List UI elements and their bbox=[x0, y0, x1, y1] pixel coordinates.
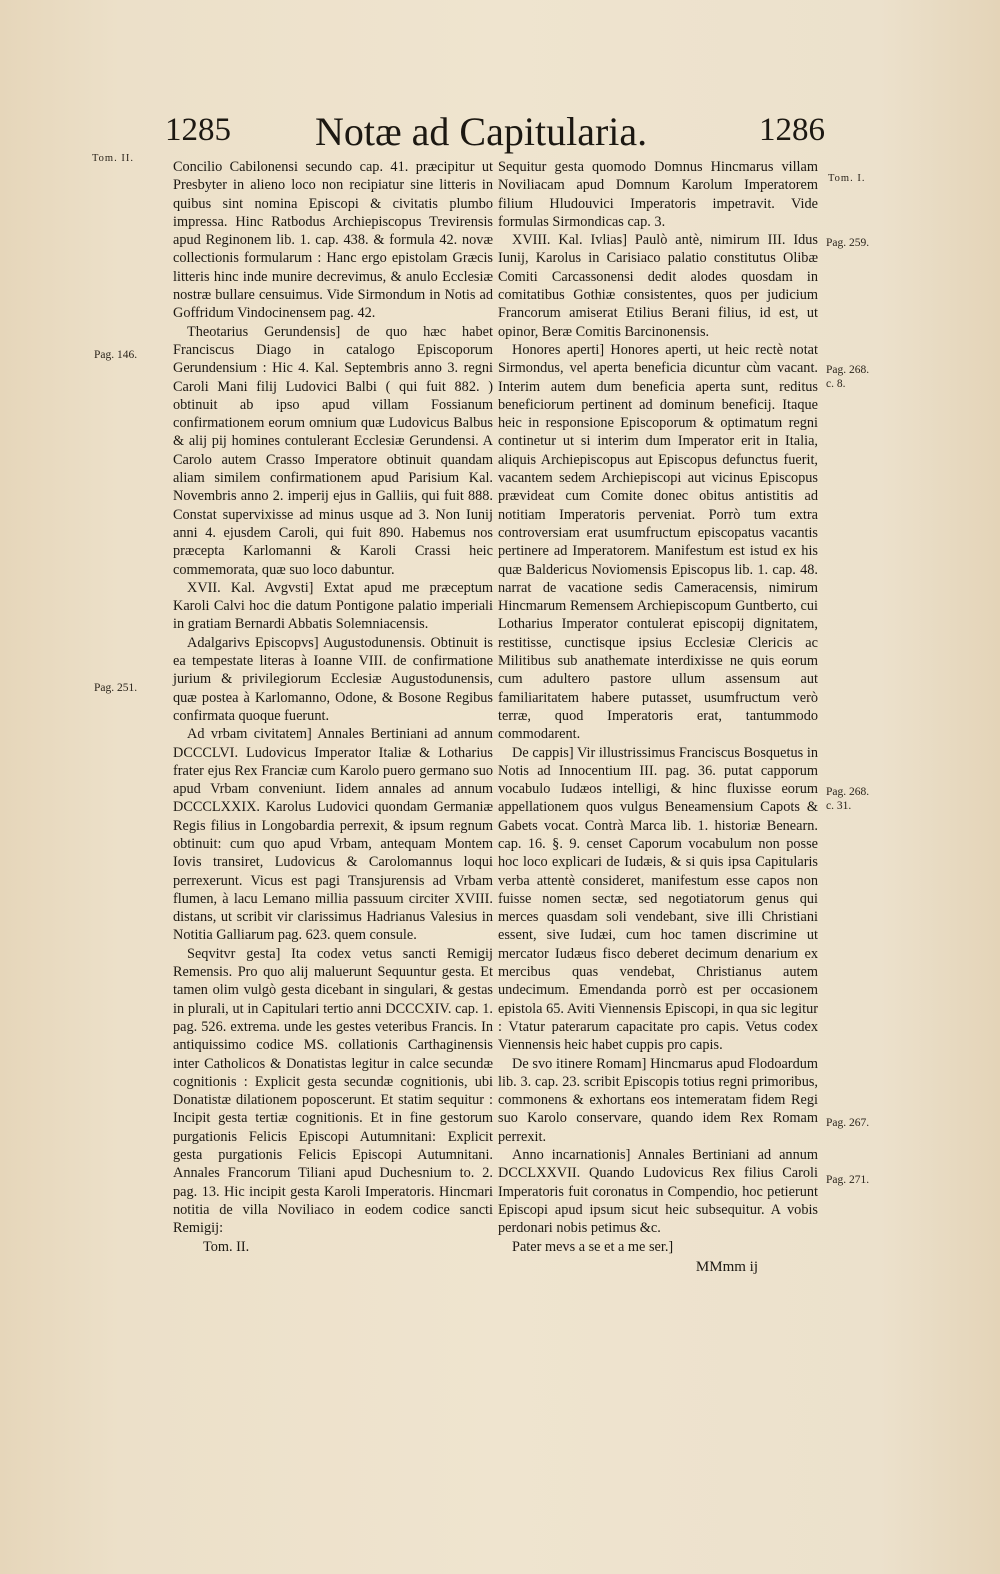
margin-pag-251: Pag. 251. bbox=[94, 682, 138, 694]
margin-pag-146: Pag. 146. bbox=[94, 349, 138, 361]
margin-tom-right: Tom. I. bbox=[828, 173, 866, 184]
margin-pag-271: Pag. 271. bbox=[826, 1174, 870, 1186]
page-number-right: 1286 bbox=[759, 112, 825, 148]
page-title: Notæ ad Capitularia. bbox=[315, 109, 648, 154]
signature-mark: MMmm ij bbox=[695, 1258, 758, 1275]
paragraph: Adalgarivs Episcopvs] Augustodunensis. Obtinuit is ea tempestate literas à Ioanne VIII. de confirmatione jurium & privilegiorum Ecclesiæ Augustodunensis, quæ postea à Karlomanno, Odone, & Bosone Regibus confirmata quoque fuerunt. bbox=[173, 634, 493, 724]
margin-pag-268-a: Pag. 268. bbox=[826, 364, 870, 376]
paragraph: Theotarius Gerundensis] de quo hæc habet Franciscus Diago in catalogo Episcoporum Gerundensium : Hic 4. Kal. Septembris anno 3. regni Caroli Mani filij Ludovici Balbi ( qui fuit 882. ) obtinuit ab ipso apud villam Fossianum confirmationem eorum omnium quæ Ludovicus Balbus & alij pij homines contulerant Ecclesiæ Gerundensi. A Carolo autem Crasso Imperatore obtinuit quandam aliam similem confirmationem apud Parisium Kal. Novembris anno 2. imperij ejus in Galliis, qui fuit 888. Constat supervixisse ad minus usque ad 3. Non Iunij anni 4. ejusdem Caroli, qui fuit 890. Habemus nos præcepta Karlomanni & Karoli Crassi heic commemorata, quæ suo loco dabuntur. bbox=[173, 323, 493, 578]
paragraph: Seqvitvr gesta] Ita codex vetus sancti Remigij Remensis. Pro quo alij maluerunt Sequuntur gesta. Et tamen olim vulgò gesta dicebant in singulari, & gestas in plurali, ut in Capitulari tertio anni DCCCXIV. cap. 1. pag. 526. extrema. unde les gestes veteribus Francis. In antiquissimo codice MS. collationis Carthaginensis inter Catholicos & Donatistas legitur in calce secundæ cognitionis : Explicit gesta secundæ cognitionis, ubi Donatistæ dilationem poposcerunt. Et statim sequitur : Incipit gesta tertiæ cognitionis. Et in fine gestorum purgationis Felicis Episcopi Autumnitani: Explicit gesta purgationis Felicis Episcopi Autumnitani. Annales Francorum Tiliani apud Duchesnium to. 2. pag. 13. Hic incipit gesta Karoli Imperatoris. Hincmari notitia de villa Noviliaco in eodem codice sancti Remigij: bbox=[173, 945, 493, 1237]
running-head bbox=[165, 108, 825, 164]
margin-c-31: c. 31. bbox=[826, 800, 852, 812]
page-number-left: 1285 bbox=[165, 112, 231, 148]
paragraph: XVIII. Kal. Ivlias] Paulò antè, nimirum III. Idus Iunij, Karolus in Carisiaco palatio constitutus Olibæ Comiti Carcassonensi dedit alodes quosdam in comitatibus Gothiæ consistentes, quos per judicium Francorum amiserat Etilius Berani filius, id est, ut opinor, Beræ Comitis Barcinonensis. bbox=[498, 232, 818, 340]
right-column bbox=[498, 158, 818, 1276]
margin-pag-268-b: Pag. 268. bbox=[826, 786, 870, 798]
margin-pag-259: Pag. 259. bbox=[826, 237, 870, 249]
left-column bbox=[173, 158, 493, 1256]
paragraph: Honores aperti] Honores aperti, ut heic rectè notat Sirmondus, vel aperta beneficia dicuntur cùm vacant. Interim autem dum beneficia aperta sunt, reditus beneficiorum pertinent ad dominum beneficij. Itaque heic in responsione Episcoporum & optimatum regni continetur ut si interim dum Imperator erit in Italia, aliquis Archiepiscopus aut Episcopus defunctus fuerit, vacantem sedem Archiepiscopi aut vicinus Episcopus prævideat cum Comite donec obitus antistitis ad notitiam Imperatoris perveniat. Porrò tum extra controversiam erat usumfructum episcopatus vacantis pertinere ad Imperatorem. Manifestum est istud ex his quæ Baldericus Noviomensis Episcopus lib. 1. cap. 48. narrat de vacatione sedis Cameracensis, nimirum Hincmarum Remensem Archiepiscopum Guntberto, cui Lotharius Imperator contulerat episcopij dignitatem, restitisse, cunctisque ipsius Ecclesiæ Clericis ac Militibus sub anathemate interdixisse ne quis eorum cum adultero pastore ullum assensum aut familiaritatem habere putasset, usumfructum verò terræ, quod Imperatoris erat, tantummodo commodarent. bbox=[498, 341, 818, 743]
paragraph: Ad vrbam civitatem] Annales Bertiniani ad annum DCCCLVI. Ludovicus Imperator Italiæ & Lotharius frater ejus Rex Franciæ cum Karolo puero germano suo apud Vrbam conveniunt. Iidem annales ad annum DCCCLXXIX. Karolus Ludovici quondam Germaniæ Regis filius in Longobardia perrexit, & ipsum regnum obtinuit: cum quo apud Vrbam, antequam Montem Iovis transiret, Ludovicus & Carolomannus loqui perrexerunt. Vicus est pagi Transjurensis ad Vrbam flumen, à lacu Lemano millia passuum circiter XVIII. distans, ut scribit vir clarissimus Hadrianus Valesius in Notitia Galliarum pag. 623. quem consule. bbox=[173, 726, 493, 944]
paragraph: Concilio Cabilonensi secundo cap. 41. præcipitur ut Presbyter in alieno loco non recipiatur sine litteris in quibus sint nomina Episcopi & civitatis plumbo impressa. Hinc Ratbodus Archiepiscopus Trevirensis apud Reginonem lib. 1. cap. 438. & formula 42. novæ collectionis formularum : Hanc ergo epistolam Græcis litteris hinc inde munire decrevimus, & anulo Ecclesiæ nostræ bullare censuimus. Vide Sirmondum in Notis ad Goffridum Vindocinensem pag. 42. bbox=[173, 159, 493, 322]
volume-signature: Tom. II. bbox=[203, 1238, 250, 1255]
paragraph: Sequitur gesta quomodo Domnus Hincmarus villam Noviliacam apud Domnum Karolum Imperatorem filium Hludouvici Imperatoris impetravit. Vide formulas Sirmondicas cap. 3. bbox=[498, 159, 818, 230]
margin-c-8: c. 8. bbox=[826, 378, 846, 390]
paragraph: Pater mevs a se et a me ser.] bbox=[512, 1238, 674, 1255]
margin-tom-left: Tom. II. bbox=[92, 153, 134, 164]
paragraph: XVII. Kal. Avgvsti] Extat apud me præceptum Karoli Calvi hoc die datum Pontigone palatio imperiali in gratiam Bernardi Abbatis Solemniacensis. bbox=[173, 579, 493, 633]
paragraph: De cappis] Vir illustrissimus Franciscus Bosquetus in Notis ad Innocentium III. pag. 36. putat capporum vocabulo Iudæos intelligi, & hinc fluxisse eorum appellationem quos vulgus Beneamensium Capots & Gabets vocat. Contrà Marca lib. 1. historiæ Benearn. cap. 16. §. 9. censet Caporum vocabulum non posse hoc loco explicari de Iudæis, & si quis ipsa Capitularis verba attentè consideret, manifestum esse capos non fuisse nomen sectæ, sed negotiatorum genus qui merces quasdam soli vendebant, sive illi Christiani essent, sive Iudæi, cum hoc tamen discrimine ut mercator Iudæus fisco deberet decimum denarium ex mercibus quas vendebat, Christianus autem undecimum. Emendanda porrò est per occasionem epistola 65. Aviti Viennensis Episcopi, in qua sic legitur : Vtatur paterarum capacitate pro capis. Vetus codex Viennensis heic habet cuppis pro capis. bbox=[498, 744, 818, 1054]
paragraph: De svo itinere Romam] Hincmarus apud Flodoardum lib. 3. cap. 23. scribit Episcopis totius regni primoribus, commonens & exhortans eos intemeratam fidem Regi suo Karolo conservare, quando idem Rex Romam perrexit. bbox=[498, 1055, 818, 1145]
margin-pag-267: Pag. 267. bbox=[826, 1117, 870, 1129]
paragraph: Anno incarnationis] Annales Bertiniani ad annum DCCLXXVII. Quando Ludovicus Rex filius Caroli Imperatoris fuit coronatus in Compendio, hoc petierunt Episcopi apud ipsum sicut heic subsequitur. A vobis perdonari nobis petimus &c. bbox=[498, 1147, 818, 1237]
